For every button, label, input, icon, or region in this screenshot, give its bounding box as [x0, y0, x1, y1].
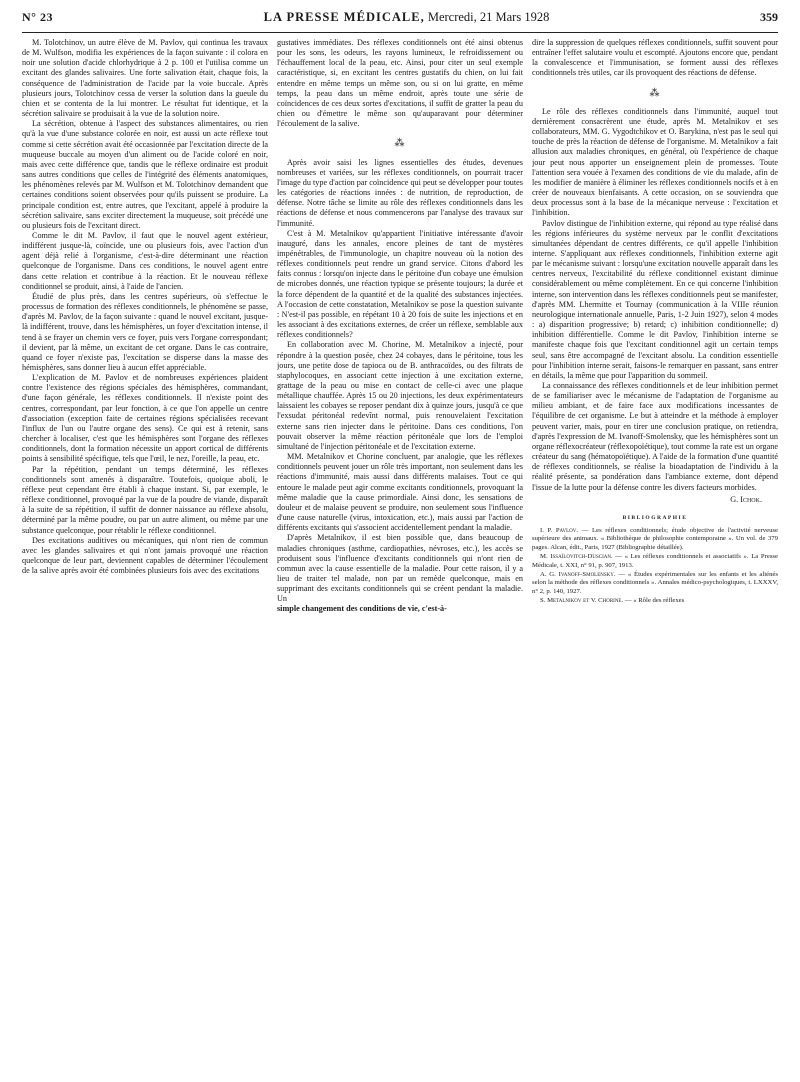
paragraph: M. Tolotchinov, un autre élève de M. Pavlov, qui continua les travaux de M. Wulfson, modifia les expériences de la façon suivante : il colora en noir une solution d'acide chlorhydrique à 2 p. 100 et l'utilisa comme un excitant des glandes salivaires. Une forte salivation était, chaque fois, la conséquence de l'administration de l'acide par la voie buccale. Après plusieurs jours, Tolotchinov cessa de verser la solution dans la gueule du chien et se contenta de la lui montrer. Le résultat fut identique, et la sécrétion salivaire se produisait à la vue de la solution noire. — [22, 38, 268, 119]
bibliography-heading: BIBLIOGRAPHIE — [622, 514, 688, 521]
journal-title — [264, 10, 550, 25]
paragraph: Des excitations auditives ou mécaniques, qui n'ont rien de commun avec les glandes salivaires et qui n'ont jamais provoqué une réaction quelconque de leur part, deviennent capables de déterminer l'écoulement de la salive après avoir été combinées plusieurs fois avec des excitations — [22, 535, 268, 576]
reference-text: — « Études expérimentales sur les enfants et les aliénés selon la méthode des réflexes conditionnels ». Annales médico-psychologiques, t. LXXXV, n° 2, p. 140, 1927. — [532, 571, 778, 595]
page-number: 359 — [760, 10, 778, 24]
paragraph-bold-end: simple changement des conditions de vie, c'est-à- — [277, 604, 447, 614]
reference-text: — « Les réflexes conditionnels et associatifs ». La Presse Médicale, t. XXI, n° 91, p. 907, 1913. — [532, 553, 778, 569]
paragraph: D'après Metalnikov, il est bien possible que, dans beaucoup de maladies chroniques (asthme, cardiopathies, névroses, etc.), les accès se produisent sous l'influence d'excitants conditionnels qui n'ont rien de commun avec la cause essentielle de la maladie. Pour cette raison, il y a lieu de traiter tel malade, non par un remède quelconque, mais en supprimant des excitants conditionnels qui se créent pendant la maladie. Un — [277, 533, 523, 604]
paragraph: Étudié de plus près, dans les centres supérieurs, où s'effectue le processus de formation des réflexes conditionnels, le phénomène se passe, d'après M. Pavlov, de la façon suivante : quand le nouvel excitant, jusque-là indifférent, trouve, dans les hémisphères, un foyer d'excitation intense, il tend à se frayer un chemin vers ce foyer, puis vers l'organe correspondant; il devient, par là même, un excitant de cet organe. Dans le cas contraire, quand ce foyer n'existe pas, l'excitation se disperse dans la masse des hémisphères, sans donner lieu à aucun effet appréciable. — [22, 291, 268, 372]
column-3 — [532, 38, 778, 1078]
journal-name: LA PRESSE MÉDICALE, — [263, 10, 425, 24]
column-1 — [22, 38, 268, 1078]
paragraph: L'explication de M. Pavlov et de nombreuses expériences plaident contre l'existence des régions spéciales des hémisphères, commandant, d'une façon générale, les réflexes conditionnels. Il n'existe point des centres, correspondant, par leur fonction, à ce que l'on appelle un centre d'association (exception faite de certaines régions spécialisées recevant l'influx de l'un ou l'autre organe des sens). Ce qui est à retenir, sans chercher à localiser, c'est que les hémisphères sont l'organe des réflexes conditionnels, dont la formation nécessite un apport cortical de différents points à sensibilité spécifique, tels que l'œil, le nez, l'oreille, la peau, etc. — [22, 373, 268, 464]
reference-author: M. Issaïlovitch-Duscian. — [540, 553, 613, 561]
section-divider-stars: ⁂ — [649, 87, 661, 99]
paragraph: Pavlov distingue de l'inhibition externe, qui répond au type réalisé dans les régions inférieures du système nerveux par le conflit d'excitations simultanées dépendant de centres différents, ce qu'il appelle l'inhibition interne. S'appliquant aux réflexes conditionnels, l'inhibition externe agit par le mécanisme suivant : lorsqu'une excitation nouvelle apparaît dans les centres nerveux, l'excitabilité du réflexe conditionnel existant diminue considérablement ou même complètement. En ce qui concerne l'inhibition interne, son intervention dans les réflexes conditionnels peut se manifester, d'après MM. Lhermitte et Tournay (communication à la VIIIe réunion neurologique internationale annuelle, Paris, 1-2 Juin 1927), selon 4 modes : a) disparition progressive; b) retard; c) inhibition conditionnelle; d) inhibition différentielle. Comme le dit Pavlov, l'inhibition interne se manifeste chaque fois que l'excitant conditionnel agit un certain temps seul, sans être accompagné de l'excitant absolu. La condition essentielle pour l'inhibition interne serait, faisons-le remarquer en passant, sans entrer en détails, la même que pour l'apparition du sommeil. — [532, 218, 778, 380]
bibliography-list — [532, 527, 778, 606]
issue-date: Mercredi, 21 Mars 1928 — [427, 10, 550, 24]
reference-author: S. Metalnikov et V. Chorine. — [540, 597, 624, 605]
paragraph: La sécrétion, obtenue à l'aspect des substances alimentaires, ou rien qu'à la vue d'une substance colorée en noir, est aussi un acte réflexe tout comme si cette sécrétion avait été occasionnée par l'excitation directe de la muqueuse buccale au moyen d'un aliment ou de l'acide coloré en noir, mais avec cette différence que, tandis que le réflexe ordinaire est produit sans autres conditions que celles de l'intégrité des éléments anatomiques, les phénomènes relevés par M. Wulfson et M. Tolotchinov demandent que certaines conditions soient observées pour qu'ils puissent se produire. La principale condition est, entre autres, que l'excitant, appelé à produire la sécrétion salivaire, sans exciter directement la muqueuse, soit précédé une ou plusieurs fois de l'excitant direct. — [22, 119, 268, 230]
paragraph: La connaissance des réflexes conditionnels et de leur inhibition permet de se familiariser avec le mécanisme de l'adaptation de l'organisme au milieu ambiant, et de faire face aux modifications incessantes de l'équilibre de cet organisme. Le but à atteindre et la méthode à employer peuvent varier, mais, pour en tirer une conclusion pratique, on retiendra, d'après l'expression de M. Ivanoff-Smolensky, que les hémisphères sont un organe réflexocréateur (réflexopoïétique), tout comme la rate est un organe créateur du sang (hématopoïétique). A l'aide de la formation d'une quantité de réflexes conditionnels, se réalise la bioadaptation de l'individu à la réalité présente, sa pondération dans l'ambiance externe, dont dépend l'issue de la lutte pour la défense contre les divers facteurs morbides. — [532, 381, 778, 492]
reference-author: A. G. Ivanoff-Smolensky. — [540, 571, 616, 579]
page-header — [22, 10, 778, 33]
paragraph: dire la suppression de quelques réflexes conditionnels, suffit souvent pour entraîner l'effet salutaire voulu et escompté. Ajoutons encore que, pendant la convalescence et l'immunisation, se forment aussi des réflexes conditionnels très utiles, car ils provoquent des réactions de défense. — [532, 38, 778, 78]
reference-author: I. P. Pavlov. — [540, 527, 579, 535]
paragraph: Après avoir saisi les lignes essentielles des études, devenues nombreuses et variées, sur les réflexes conditionnels, on pourrait tracer l'image du type d'action par coïncidence qui peut se développer pour toutes les catégories de réactions innées : de nutrition, de reproduction, de défense. Notre tâche se limite au rôle des réflexes conditionnels dans les réactions de défense et nous commencerons par l'analyse des travaux sur l'immunité. — [277, 157, 523, 228]
author-signature: G. Ichok. — [730, 494, 762, 504]
paragraph: C'est à M. Metalnikov qu'appartient l'initiative intéressante d'avoir inauguré, dans les annales, encore pleines de tant de mystères impénétrables, de l'immunologie, un chapitre nouveau où la notion des réflexes conditionnels peut rendre un grand service. Citons d'abord les faits connus : lorsqu'on injecte dans le péritoine d'un cobaye une émulsion de microbes donnés, une réaction typique se présente toujours; la durée et la force dépendent de la quantité et de la qualité des substances injectées. A l'occasion de cette constatation, Metalnikov se pose la question suivante : N'est-il pas possible, en répétant 10 à 20 fois de suite les injections et en les associant à des excitations externes, de créer un réflexe, semblable aux réflexes conditionnels? — [277, 228, 523, 340]
reference-item — [532, 527, 778, 552]
paragraph: En collaboration avec M. Chorine, M. Metalnikov a injecté, pour répondre à la question posée, chez 24 cobayes, dans le péritoine, tous les jours, une petite dose de tapioca ou de B. anthracoïdes, ou des filtrats de staphylocoques, en associant cette injection à une excitation externe, grattage de la peau ou mise en contact de celle-ci avec une plaque métallique chauffée. Après 15 ou 20 injections, les deux expérimentateurs laissaient les cobayes se reposer pendant dix à quinze jours, jusqu'à ce que l'exsudat péritonéal redevînt normal, puis renouvelaient l'excitation externe sans rien injecter dans le péritoine. Dans ces conditions, l'on pouvait observer la même réaction péritonéale que lors de l'emploi simultané de l'injection péritonéale et de l'excitation externe. — [277, 340, 523, 451]
section-divider-stars: ⁂ — [394, 138, 406, 150]
reference-item — [532, 553, 778, 570]
paragraph: Par la répétition, pendant un temps déterminé, les réflexes conditionnels sont amenés à disparaître. Toutefois, quoique aboli, le réflexe peut cependant être établi à chaque instant. Si, par exemple, le réflexe conditionnel, provoqué par la vue de la poudre de viande, disparaît à la suite de sa répétition, il suffit de donner naissance au réflexe absolu, déterminé par la même poudre, ou par un autre aliment, ou même par une substance quelconque, pour rétablir le réflexe conditionnel. — [22, 464, 268, 535]
reference-text: — « Rôle des réflexes — [623, 597, 685, 605]
paragraph: MM. Metalnikov et Chorine concluent, par analogie, que les réflexes conditionnels peuvent jouer un rôle très important, non seulement dans les réactions d'immunité, mais aussi dans différents malaises. Tout ce qui entoure le malade peut agir comme excitants conditionnels, provoquant la même maladie que la cause primordiale. Ainsi donc, les sensations de douleur et de malaise peuvent se produire, non seulement sous l'influence d'une cause naturelle (virus, intoxication, etc.), mais aussi par l'action de différents excitants qui s'associent accidentellement pendant la maladie. — [277, 452, 523, 533]
reference-item — [532, 597, 778, 605]
paragraph: Le rôle des réflexes conditionnels dans l'immunité, auquel tout dernièrement consacrèrent une étude, après M. Metalnikov et ses collaborateurs, MM. G. Vygodtchikov et O. Barykina, n'est pas le seul qui touche de près la réaction de défense de l'organisme. M. Metalnikov a fait allusion aux maladies chroniques, en général, où l'expérience de chaque jour peut nous apporter un enseignement plein de promesses. Toute l'attention sera vouée à l'examen des conditions de vie du malade, afin de les modifier de manière à éliminer les réflexes conditionnels nocifs et à en créer de nouveaux bienfaisants. A cette occasion, on se souviendra que deux processus sont à la base de la mécanique nerveuse : l'excitation et l'inhibition. — [532, 106, 778, 218]
reference-text: — Les réflexes conditionnels; étude objective de l'activité nerveuse supérieure des animaux. « Bibliothèque de philosophie contemporaine ». Un vol. de 379 pages. Alcan, édit., Paris, 1927 (Bibliographie détaillée). — [532, 527, 778, 551]
paragraph: Comme le dit M. Pavlov, il faut que le nouvel agent extérieur, indifférent jusque-là, coïncide, une ou plusieurs fois, avec l'action d'un agent déjà relié à l'organisme, c'est-à-dire déterminant une réaction quelconque de l'organisme. Dans ces conditions, le nouvel agent entre dans cette relation et contribue à la réaction. Et le nouveau réflexe conditionnel se produit, ainsi, à l'aide de l'ancien. — [22, 230, 268, 291]
paragraph: gustatives immédiates. Des réflexes conditionnels ont été ainsi obtenus pour les sons, les odeurs, les rayons lumineux, le refroidissement ou l'échauffement local de la peau, etc. Ainsi, pour citer un seul exemple caractéristique, si, en excitant les centres gustatifs du chien, on lui fait entendre en même temps un même son, ou si on lui gratte, en même temps, la peau dans un même endroit, après toute une série de coïncidences de ces deux sortes d'excitations, il suffit de gratter la peau du chien ou d'émettre le même son qu'auparavant pour déterminer l'écoulement de la salive. — [277, 38, 523, 129]
reference-item — [532, 571, 778, 596]
issue-number: N° 23 — [22, 10, 53, 24]
column-2 — [277, 38, 523, 1078]
